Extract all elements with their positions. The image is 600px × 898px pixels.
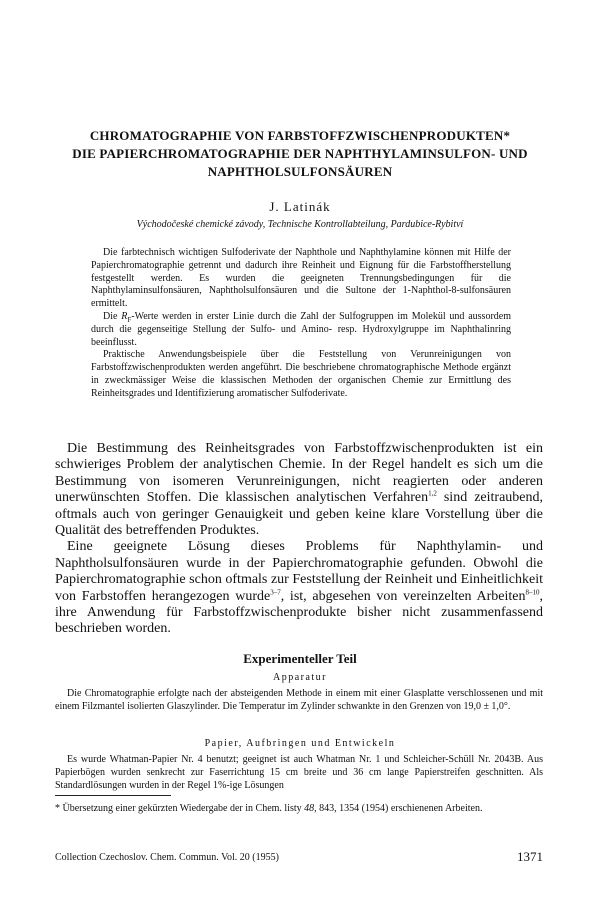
title-line-1: CHROMATOGRAPHIE VON FARBSTOFFZWISCHENPRODUKTEN* bbox=[89, 128, 511, 143]
body-paragraph bbox=[55, 441, 543, 539]
abstract bbox=[91, 247, 511, 401]
body-paragraph: Die Chromatographie erfolgte nach der absteigenden Methode in einem mit einer Glasplatte verschlossenen und mit einem Filzmantel isolierten Glaszylinder. Die Temperatur im Zylinder schwankte in den Grenzen von 19,0 ± 1,0°. bbox=[55, 688, 543, 712]
abstract-paragraph: Die farbtechnisch wichtigen Sulfoderivate der Naphthole und Naphthylamine können mit Hilfe der Papierchromatographie getrennt und dadurch ihre Reinheit und Eignung für die Farbstoffherstellung festgestellt werden. Es wurden die geeigneten Trennungsbedingungen für die Naphthylaminsulfonsäuren, Naphtholsulfonsäuren und die Sultone der 1-Naphthol-8-sulfonsäuren ermittelt. bbox=[91, 247, 511, 310]
introduction bbox=[55, 441, 543, 638]
text-span: -Werte werden in erster Linie durch die Zahl der Sulfogruppen im Molekül und aussordem durch die gegenseitige Stellung der Sulfo- und Amino- resp. Hydroxylgruppe im Naphthalinring beeinflusst. bbox=[91, 310, 511, 348]
article-title bbox=[30, 127, 570, 181]
author-affiliation: Východočeské chemické závody, Technische Kontrollabteilung, Pardubice-Rybitví bbox=[136, 219, 464, 230]
rf-symbol: R bbox=[121, 310, 128, 322]
text-span: , 843, 1354 (1954) erschienenen Arbeiten. bbox=[314, 803, 483, 814]
section-heading: Experimenteller Teil bbox=[243, 651, 357, 666]
text-span: Eine geeignete Lösung dieses Problems für Naphthylamin- und Naphtholsulfonsäuren wurde in der Papierchromatographie gefunden. Obwohl die Papierchromatographie schon oftmals zur Feststellung der Reinheit und Einheitlichkeit von Farbstoffen herangezogen wurde bbox=[55, 539, 543, 604]
title-line-2: DIE PAPIERCHROMATOGRAPHIE DER NAPHTHYLAMINSULFON- UND bbox=[72, 146, 528, 161]
abstract-paragraph: Praktische Anwendungsbeispiele über die Feststellung von Verunreinigungen von Farbstoffzwischenprodukten werden angeführt. Die beschriebene chromatographische Methode ergänzt in zweckmässiger Weise die klassischen Methoden der organischen Chemie zur Ermittlung des Reinheitsgrades und Identifizierung aromatischer Sulfoderivate. bbox=[91, 349, 511, 399]
footnote bbox=[55, 803, 543, 816]
author-name: J. Latinák bbox=[269, 199, 331, 214]
rf-subscript: F bbox=[127, 315, 132, 324]
text-span: Die bbox=[103, 310, 122, 322]
reference-marker: 3–7 bbox=[270, 588, 281, 596]
footnote-divider bbox=[55, 795, 171, 796]
body-paragraph: Es wurde Whatman-Papier Nr. 4 benutzt; geeignet ist auch Whatman Nr. 1 und Schleicher-Schüll Nr. 2043B. Aus Papierbögen wurden senkrecht zur Faserrichtung 15 cm breite und 36 cm lange Papierstreifen geschnitten. Als Standardlösungen wurden in der Regel 1%-ige Lösungen bbox=[55, 754, 543, 791]
text-span: * Übersetzung einer gekürzten Wiedergabe der in Chem. listy bbox=[55, 803, 305, 814]
abstract-paragraph bbox=[91, 311, 511, 349]
reference-marker: 1,2 bbox=[428, 489, 437, 498]
text-span: , ist, abgesehen von vereinzelten Arbeiten bbox=[280, 588, 526, 604]
reference-marker: 8–10 bbox=[525, 588, 540, 596]
paper-text bbox=[55, 754, 543, 792]
journal-citation: Collection Czechoslov. Chem. Commun. Vol. 20 (1955) bbox=[55, 852, 279, 863]
subsection-heading-paper: Papier, Aufbringen und Entwickeln bbox=[204, 738, 396, 749]
text-span: sind zeitraubend, oftmals auch von geringer Genauigkeit und geben keine klare Vorstellung über die Qualität des betreffenden Produktes. bbox=[55, 490, 543, 539]
body-paragraph bbox=[55, 539, 543, 637]
apparatus-text bbox=[55, 688, 543, 714]
text-span: , ihre Anwendung für Farbstoffzwischenprodukte bisher nicht zusammenfassend beschrieben worden. bbox=[55, 588, 543, 637]
text-span: Die Bestimmung des Reinheitsgrades von Farbstoffzwischenprodukten ist ein schwieriges Problem der analytischen Chemie. In der Regel handelt es sich um die Bestimmung von isomeren Verunreinigungen, nicht reagierten oder anderen unerwünschten Stoffen. Die klassischen analytischen Verfahren bbox=[55, 441, 543, 506]
volume-number: 48 bbox=[304, 803, 315, 814]
title-line-3: NAPHTHOLSULFONSÄUREN bbox=[207, 164, 393, 179]
subsection-heading-apparatus: Apparatur bbox=[272, 672, 328, 683]
page-number: 1371 bbox=[517, 849, 543, 864]
